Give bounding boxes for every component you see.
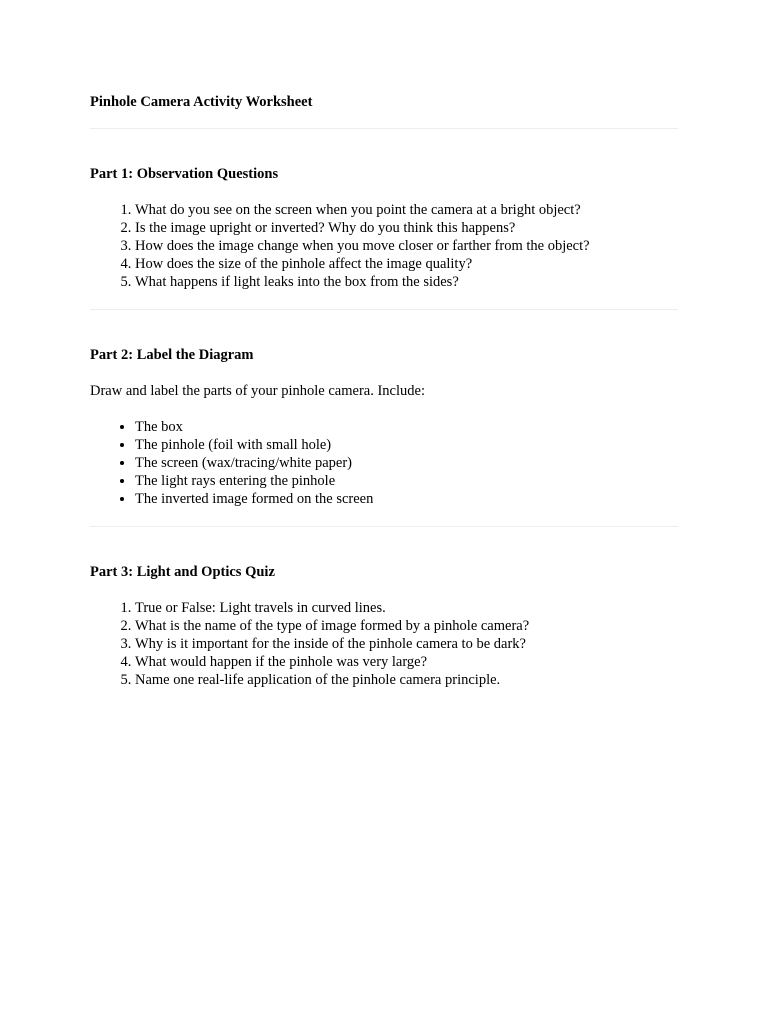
part1-question: 4. How does the size of the pinhole affect the image quality? [135,255,678,273]
part1-question-list [90,201,678,291]
part1-question: 1. What do you see on the screen when you point the camera at a bright object? [135,201,678,219]
part2-item: • The inverted image formed on the screen [135,490,678,508]
part1-heading: Part 1: Observation Questions [90,166,279,182]
part2-item: • The light rays entering the pinhole [135,472,678,490]
part2-item: • The screen (wax/tracing/white paper) [135,454,678,472]
divider [90,128,678,129]
part1-question: 3. How does the image change when you move closer or farther from the object? [135,237,678,255]
part2-item: • The box [135,418,678,436]
part3-heading: Part 3: Light and Optics Quiz [90,564,275,580]
part3-question-list [90,599,678,689]
part2-item-list [90,418,678,508]
document-title: Pinhole Camera Activity Worksheet [90,94,313,110]
part3-question: 5. Name one real-life application of the pinhole camera principle. [135,671,678,689]
part3-question: 4. What would happen if the pinhole was very large? [135,653,678,671]
part1-section [90,165,678,291]
divider [90,526,678,527]
part3-question: 2. What is the name of the type of image formed by a pinhole camera? [135,617,678,635]
part2-section [90,346,678,508]
divider [90,309,678,310]
part2-heading: Part 2: Label the Diagram [90,347,254,363]
part1-question: 2. Is the image upright or inverted? Why do you think this happens? [135,219,678,237]
part2-intro: Draw and label the parts of your pinhole camera. Include: [90,383,425,399]
part3-question: 3. Why is it important for the inside of the pinhole camera to be dark? [135,635,678,653]
part1-question: 5. What happens if light leaks into the box from the sides? [135,273,678,291]
part3-section [90,563,678,689]
part3-question: 1. True or False: Light travels in curved lines. [135,599,678,617]
part2-item: • The pinhole (foil with small hole) [135,436,678,454]
